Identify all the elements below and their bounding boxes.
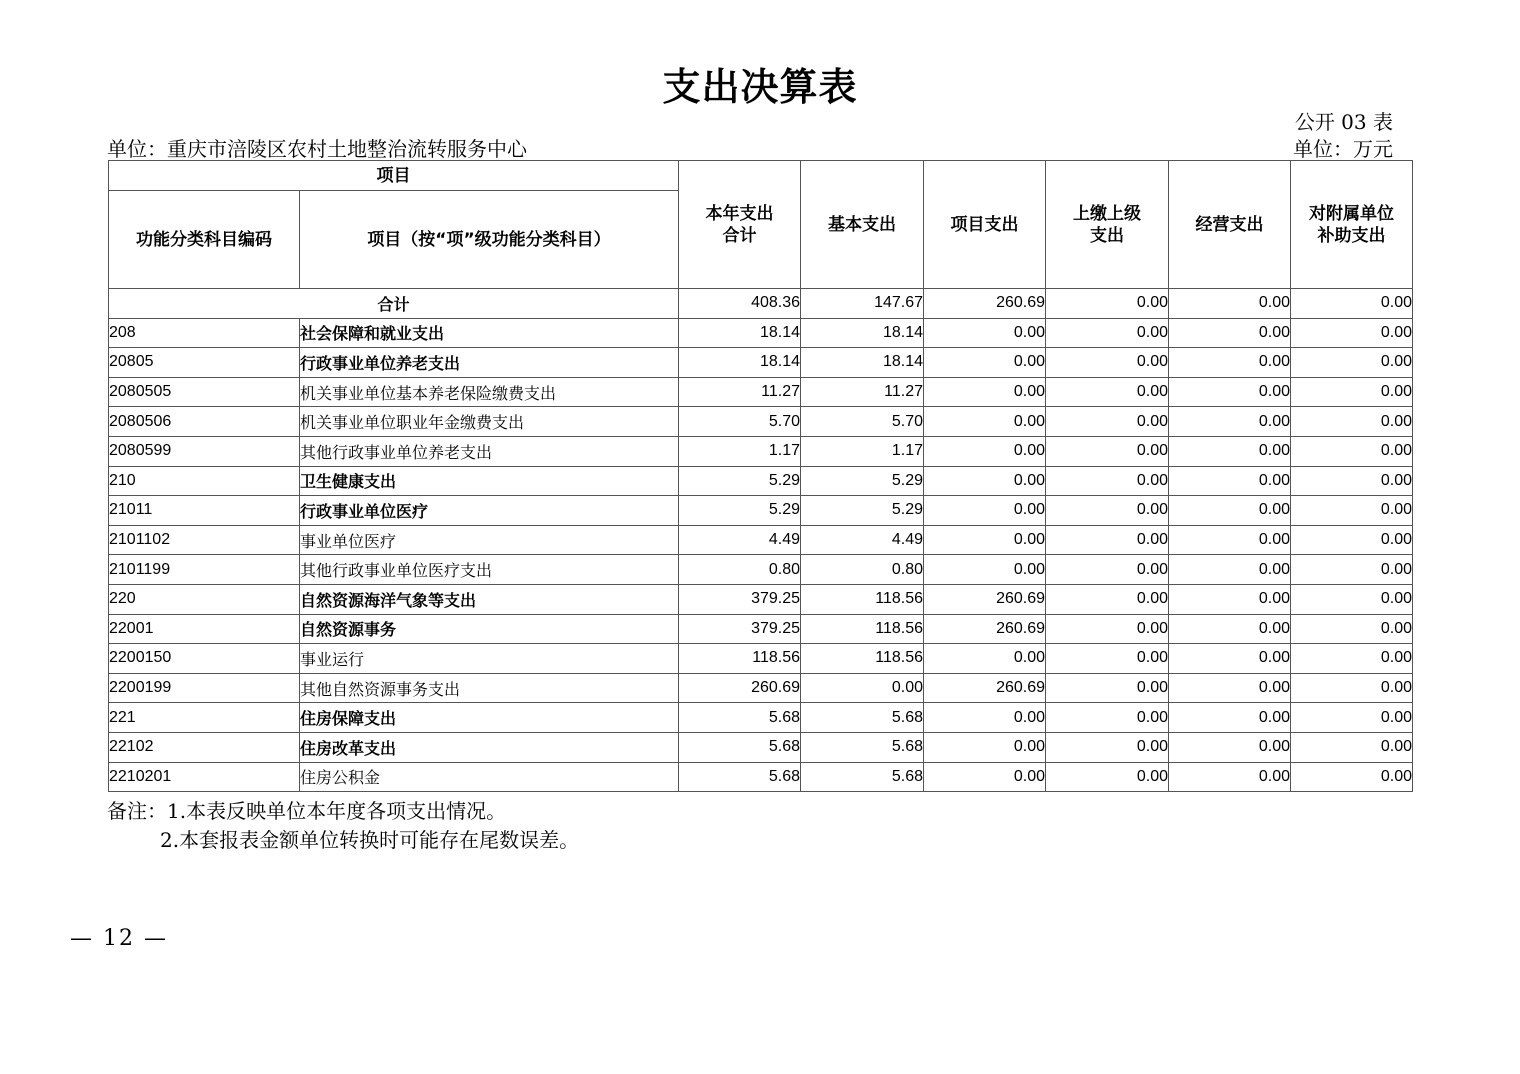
- row-upper: 0.00: [1046, 496, 1169, 526]
- row-code: 2200199: [109, 673, 300, 703]
- row-subsidy: 0.00: [1291, 377, 1413, 407]
- row-total: 5.68: [679, 703, 801, 733]
- row-business: 0.00: [1169, 318, 1291, 348]
- row-code: 2080599: [109, 436, 300, 466]
- row-code: 2101102: [109, 525, 300, 555]
- row-upper: 0.00: [1046, 732, 1169, 762]
- row-code: 220: [109, 584, 300, 614]
- table-row: [109, 525, 1413, 555]
- page-number: — 12 —: [70, 926, 168, 951]
- row-subsidy: 0.00: [1291, 732, 1413, 762]
- table-row: [109, 732, 1413, 762]
- row-business: 0.00: [1169, 732, 1291, 762]
- row-name: 社会保障和就业支出: [300, 318, 679, 348]
- row-basic: 4.49: [801, 525, 924, 555]
- row-subsidy: 0.00: [1291, 318, 1413, 348]
- row-code: 210: [109, 466, 300, 496]
- row-name: 住房公积金: [300, 762, 679, 792]
- row-code: 208: [109, 318, 300, 348]
- row-code: 2101199: [109, 555, 300, 585]
- row-name: 自然资源事务: [300, 614, 679, 644]
- expenditure-table: [108, 160, 1413, 792]
- row-basic: 5.68: [801, 703, 924, 733]
- header-upper-line1: 上缴上级: [1073, 203, 1141, 224]
- table-row: [109, 673, 1413, 703]
- table-row: [109, 318, 1413, 348]
- header-business: 经营支出: [1169, 161, 1291, 289]
- total-upper: 0.00: [1046, 289, 1169, 319]
- row-project: 0.00: [924, 555, 1046, 585]
- header-project: 项目支出: [924, 161, 1046, 289]
- row-business: 0.00: [1169, 703, 1291, 733]
- row-name: 机关事业单位基本养老保险缴费支出: [300, 377, 679, 407]
- row-subsidy: 0.00: [1291, 407, 1413, 437]
- row-business: 0.00: [1169, 584, 1291, 614]
- table-row: [109, 703, 1413, 733]
- row-name: 行政事业单位医疗: [300, 496, 679, 526]
- row-business: 0.00: [1169, 436, 1291, 466]
- table-row: [109, 377, 1413, 407]
- row-upper: 0.00: [1046, 436, 1169, 466]
- row-total: 0.80: [679, 555, 801, 585]
- row-total: 5.29: [679, 496, 801, 526]
- row-name: 住房改革支出: [300, 732, 679, 762]
- row-business: 0.00: [1169, 348, 1291, 378]
- row-subsidy: 0.00: [1291, 348, 1413, 378]
- row-subsidy: 0.00: [1291, 436, 1413, 466]
- row-business: 0.00: [1169, 673, 1291, 703]
- currency-unit: 单位：万元: [1293, 137, 1393, 161]
- row-basic: 5.70: [801, 407, 924, 437]
- header-item: 项目: [109, 161, 679, 191]
- table-row: [109, 614, 1413, 644]
- row-project: 0.00: [924, 377, 1046, 407]
- total-row: [109, 289, 1413, 319]
- header-upper: [1046, 161, 1169, 289]
- row-business: 0.00: [1169, 407, 1291, 437]
- row-total: 5.68: [679, 732, 801, 762]
- row-total: 379.25: [679, 614, 801, 644]
- row-basic: 118.56: [801, 614, 924, 644]
- row-project: 0.00: [924, 348, 1046, 378]
- row-upper: 0.00: [1046, 377, 1169, 407]
- row-total: 18.14: [679, 348, 801, 378]
- row-subsidy: 0.00: [1291, 614, 1413, 644]
- row-project: 260.69: [924, 614, 1046, 644]
- row-basic: 18.14: [801, 318, 924, 348]
- row-basic: 118.56: [801, 584, 924, 614]
- row-code: 20805: [109, 348, 300, 378]
- row-upper: 0.00: [1046, 407, 1169, 437]
- row-subsidy: 0.00: [1291, 673, 1413, 703]
- row-name: 自然资源海洋气象等支出: [300, 584, 679, 614]
- header-total-line2: 合计: [722, 225, 757, 246]
- row-code: 22102: [109, 732, 300, 762]
- row-project: 0.00: [924, 644, 1046, 674]
- row-basic: 0.00: [801, 673, 924, 703]
- row-project: 0.00: [924, 732, 1046, 762]
- row-total: 118.56: [679, 644, 801, 674]
- header-subsidy-line2: 补助支出: [1317, 225, 1386, 246]
- row-subsidy: 0.00: [1291, 555, 1413, 585]
- row-upper: 0.00: [1046, 318, 1169, 348]
- row-business: 0.00: [1169, 555, 1291, 585]
- row-total: 379.25: [679, 584, 801, 614]
- table-row: [109, 644, 1413, 674]
- row-project: 0.00: [924, 318, 1046, 348]
- row-upper: 0.00: [1046, 348, 1169, 378]
- row-code: 2200150: [109, 644, 300, 674]
- row-basic: 1.17: [801, 436, 924, 466]
- row-subsidy: 0.00: [1291, 762, 1413, 792]
- row-total: 5.70: [679, 407, 801, 437]
- row-upper: 0.00: [1046, 555, 1169, 585]
- row-name: 住房保障支出: [300, 703, 679, 733]
- header-total: [679, 161, 801, 289]
- row-name: 其他自然资源事务支出: [300, 673, 679, 703]
- row-upper: 0.00: [1046, 466, 1169, 496]
- form-number: 公开 03 表: [1294, 110, 1393, 134]
- row-basic: 0.80: [801, 555, 924, 585]
- row-business: 0.00: [1169, 496, 1291, 526]
- row-code: 2080506: [109, 407, 300, 437]
- table-row: [109, 762, 1413, 792]
- row-code: 22001: [109, 614, 300, 644]
- row-business: 0.00: [1169, 644, 1291, 674]
- row-code: 221: [109, 703, 300, 733]
- row-business: 0.00: [1169, 762, 1291, 792]
- row-project: 0.00: [924, 496, 1046, 526]
- row-business: 0.00: [1169, 525, 1291, 555]
- row-code: 2080505: [109, 377, 300, 407]
- row-basic: 5.29: [801, 466, 924, 496]
- row-upper: 0.00: [1046, 673, 1169, 703]
- table-row: [109, 555, 1413, 585]
- row-upper: 0.00: [1046, 614, 1169, 644]
- total-project: 260.69: [924, 289, 1046, 319]
- row-total: 4.49: [679, 525, 801, 555]
- header-total-line1: 本年支出: [705, 203, 774, 224]
- row-basic: 5.29: [801, 496, 924, 526]
- table-row: [109, 407, 1413, 437]
- row-code: 2210201: [109, 762, 300, 792]
- row-subsidy: 0.00: [1291, 703, 1413, 733]
- total-business: 0.00: [1169, 289, 1291, 319]
- row-total: 260.69: [679, 673, 801, 703]
- table-row: [109, 584, 1413, 614]
- row-project: 0.00: [924, 436, 1046, 466]
- row-project: 0.00: [924, 525, 1046, 555]
- header-subsidy-line1: 对附属单位: [1309, 203, 1394, 224]
- total-basic: 147.67: [801, 289, 924, 319]
- row-basic: 5.68: [801, 732, 924, 762]
- header-name: 项目（按“项”级功能分类科目）: [300, 191, 679, 289]
- row-business: 0.00: [1169, 614, 1291, 644]
- row-name: 卫生健康支出: [300, 466, 679, 496]
- total-total: 408.36: [679, 289, 801, 319]
- row-total: 5.68: [679, 762, 801, 792]
- row-project: 0.00: [924, 407, 1046, 437]
- table-row: [109, 466, 1413, 496]
- row-total: 1.17: [679, 436, 801, 466]
- row-upper: 0.00: [1046, 584, 1169, 614]
- row-basic: 5.68: [801, 762, 924, 792]
- row-total: 18.14: [679, 318, 801, 348]
- row-basic: 118.56: [801, 644, 924, 674]
- row-project: 0.00: [924, 466, 1046, 496]
- row-subsidy: 0.00: [1291, 584, 1413, 614]
- table-row: [109, 348, 1413, 378]
- row-project: 260.69: [924, 584, 1046, 614]
- header-code: 功能分类科目编码: [109, 191, 300, 289]
- row-project: 0.00: [924, 703, 1046, 733]
- row-name: 其他行政事业单位医疗支出: [300, 555, 679, 585]
- header-basic: 基本支出: [801, 161, 924, 289]
- row-basic: 18.14: [801, 348, 924, 378]
- row-basic: 11.27: [801, 377, 924, 407]
- note-line-2: 2.本套报表金额单位转换时可能存在尾数误差。: [160, 828, 580, 852]
- row-subsidy: 0.00: [1291, 644, 1413, 674]
- row-subsidy: 0.00: [1291, 466, 1413, 496]
- row-project: 260.69: [924, 673, 1046, 703]
- row-upper: 0.00: [1046, 525, 1169, 555]
- row-upper: 0.00: [1046, 762, 1169, 792]
- table-row: [109, 436, 1413, 466]
- page-title: 支出决算表: [662, 64, 858, 109]
- row-name: 行政事业单位养老支出: [300, 348, 679, 378]
- header-subsidy: [1291, 161, 1413, 289]
- row-total: 5.29: [679, 466, 801, 496]
- row-business: 0.00: [1169, 377, 1291, 407]
- row-project: 0.00: [924, 762, 1046, 792]
- row-total: 11.27: [679, 377, 801, 407]
- row-name: 事业运行: [300, 644, 679, 674]
- row-name: 其他行政事业单位养老支出: [300, 436, 679, 466]
- header-upper-line2: 支出: [1090, 225, 1124, 246]
- total-label: 合计: [109, 289, 679, 319]
- row-business: 0.00: [1169, 466, 1291, 496]
- unit-name: 单位：重庆市涪陵区农村土地整治流转服务中心: [107, 137, 527, 161]
- table-row: [109, 496, 1413, 526]
- row-name: 事业单位医疗: [300, 525, 679, 555]
- row-upper: 0.00: [1046, 703, 1169, 733]
- row-code: 21011: [109, 496, 300, 526]
- row-subsidy: 0.00: [1291, 496, 1413, 526]
- row-name: 机关事业单位职业年金缴费支出: [300, 407, 679, 437]
- note-line-1: 备注：1.本表反映单位本年度各项支出情况。: [107, 799, 507, 823]
- total-subsidy: 0.00: [1291, 289, 1413, 319]
- row-upper: 0.00: [1046, 644, 1169, 674]
- row-subsidy: 0.00: [1291, 525, 1413, 555]
